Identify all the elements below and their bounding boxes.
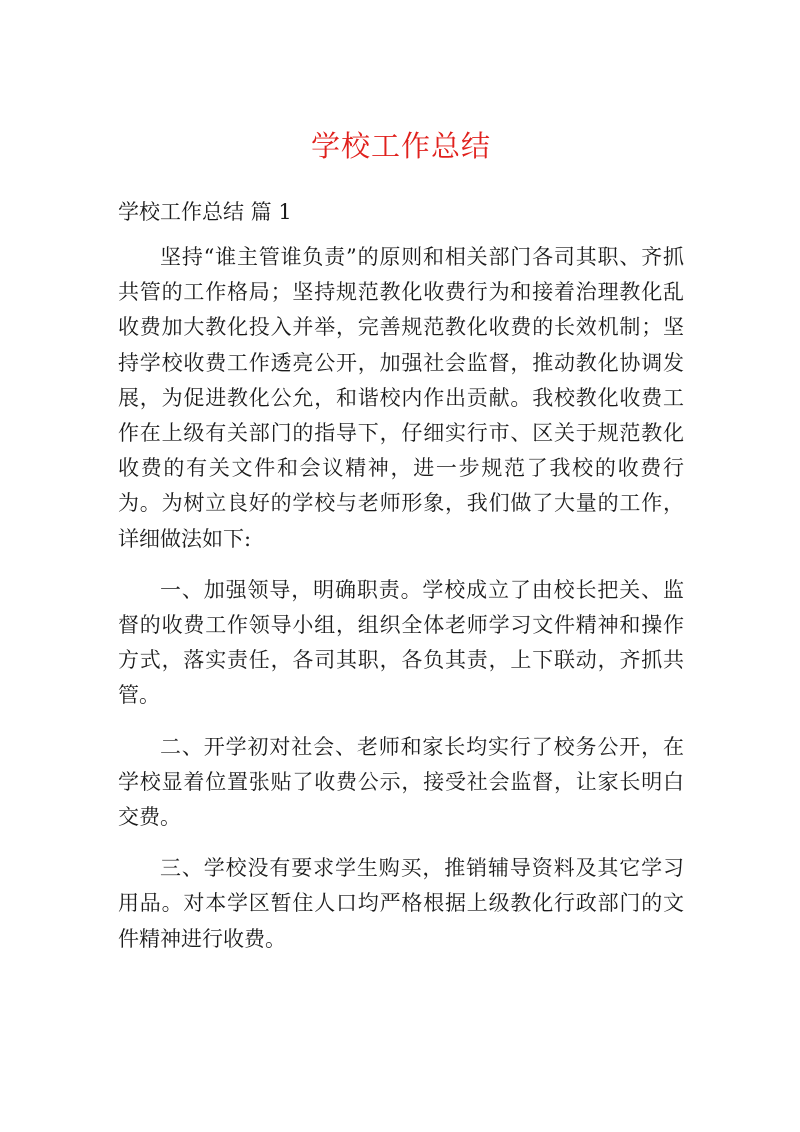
- document-title: 学校工作总结: [310, 129, 491, 163]
- paragraph-intro: 坚持“谁主管谁负责”的原则和相关部门各司其职、齐抓共管的工作格局；坚持规范教化收费行为和接着治理教化乱收费加大教化投入并举，完善规范教化收费的长效机制；坚持学校收费工作透亮公开，加强社会监督，推动教化协调发展，为促进教化公允，和谐校内作出贡献。我校教化收费工作在上级有关部门的指导下，仔细实行市、区关于规范教化收费的有关文件和会议精神，进一步规范了我校的收费行为。为树立良好的学校与老师形象，我们做了大量的工作，详细做法如下:: [118, 245, 684, 551]
- document-body: [118, 240, 684, 973]
- paragraph-point-3: 三、学校没有要求学生购买，推销辅导资料及其它学习用品。对本学区暂住人口均严格根据上级教化行政部门的文件精神进行收费。: [118, 856, 684, 951]
- paragraph-point-2: 二、开学初对社会、老师和家长均实行了校务公开，在学校显着位置张贴了收费公示，接受社会监督，让家长明白交费。: [118, 734, 684, 830]
- document-subtitle: 学校工作总结 篇 1: [118, 200, 292, 224]
- paragraph-point-1: 一、加强领导，明确职责。学校成立了由校长把关、监督的收费工作领导小组，组织全体老师学习文件精神和操作方式，落实责任，各司其职，各负其责，上下联动，齐抓共管。: [118, 577, 684, 708]
